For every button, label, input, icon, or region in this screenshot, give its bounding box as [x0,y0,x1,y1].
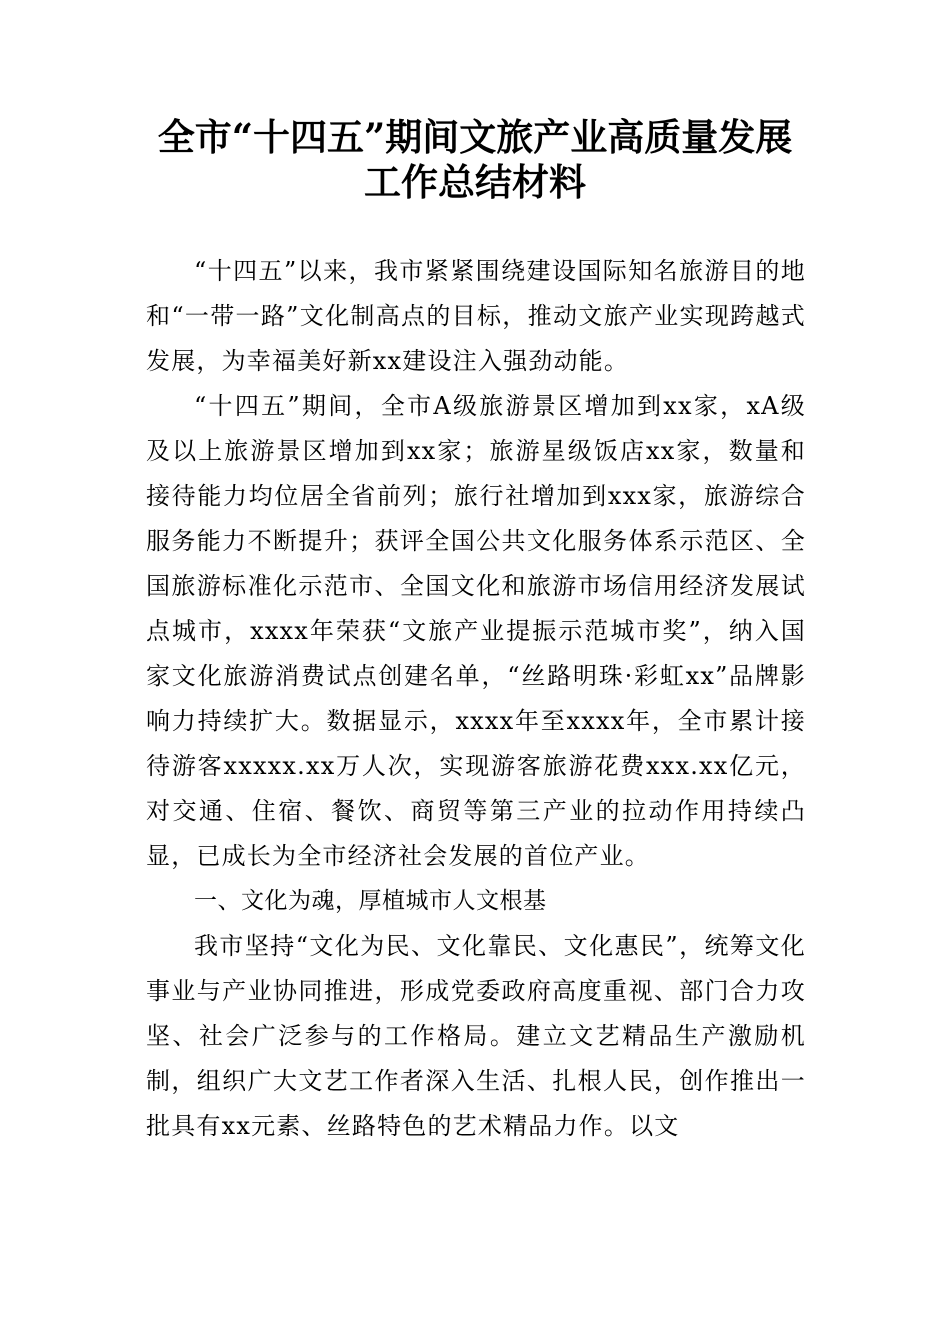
achievements-paragraph: “十四五”期间，全市A级旅游景区增加到xx家，xA级及以上旅游景区增加到xx家；旅游星级饭店xx家，数量和接待能力均位居全省前列；旅行社增加到xxx家，旅游综合服务能力不断提升；获评全国公共文化服务体系示范区、全国旅游标准化示范市、全国文化和旅游市场信用经济发展试点城市，xxxx年荣获“文旅产业提振示范城市奖”，纳入国家文化旅游消费试点创建名单，“丝路明珠·彩虹xx”品牌影响力持续扩大。数据显示，xxxx年至xxxx年，全市累计接待游客xxxxx.xx万人次，实现游客旅游花费xxx.xx亿元，对交通、住宿、餐饮、商贸等第三产业的拉动作用持续凸显，已成长为全市经济社会发展的首位产业。 [146,392,806,870]
document-body [146,249,806,1149]
section-heading-1: 一、文化为魂，厚植城市人文根基 [194,888,547,914]
culture-paragraph: 我市坚持“文化为民、文化靠民、文化惠民”，统筹文化事业与产业协同推进，形成党委政府高度重视、部门合力攻坚、社会广泛参与的工作格局。建立文艺精品生产激励机制，组织广大文艺工作者深入生活、扎根人民，创作推出一批具有xx元素、丝路特色的艺术精品力作。以文 [146,932,806,1140]
document-title-line-1: 全市“十四五”期间文旅产业高质量发展 [157,115,793,159]
document-title-line-2: 工作总结材料 [364,160,586,204]
intro-paragraph: “十四五”以来，我市紧紧围绕建设国际知名旅游目的地和“一带一路”文化制高点的目标，推动文旅产业实现跨越式发展，为幸福美好新xx建设注入强劲动能。 [146,257,806,375]
